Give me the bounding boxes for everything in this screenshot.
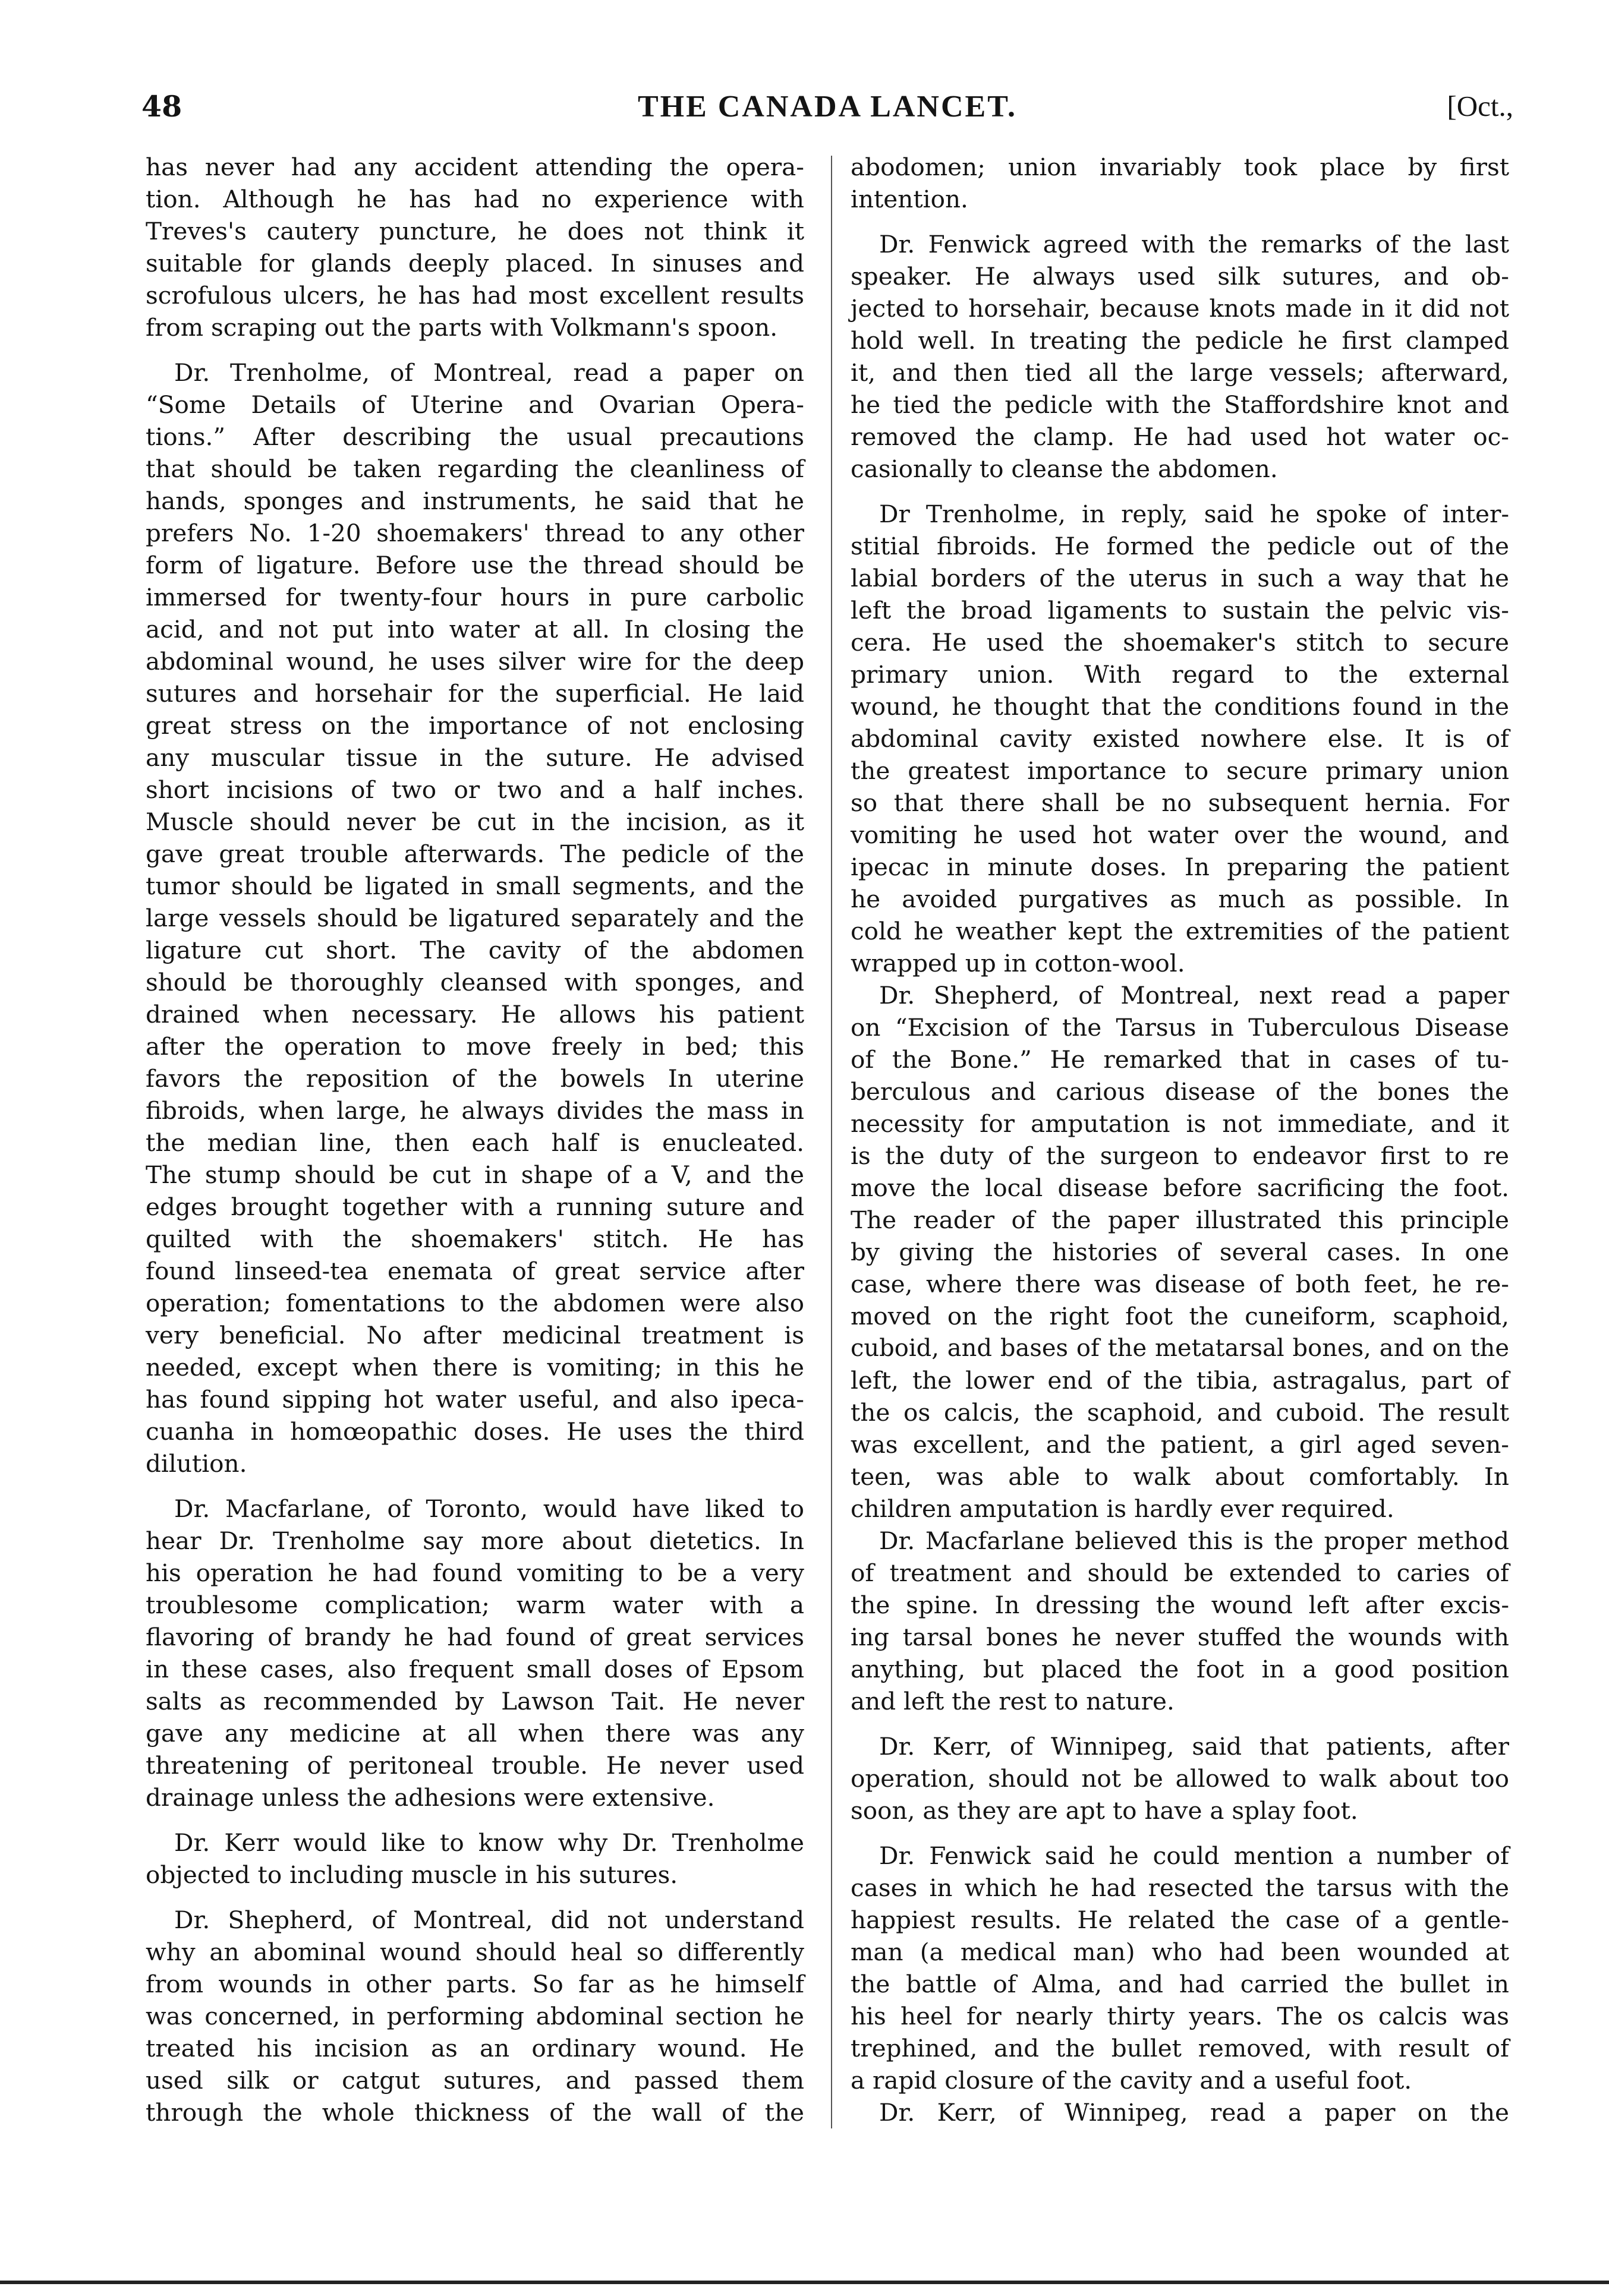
text-line: he tied the pedicle with the Staffordshire knot and	[851, 390, 1509, 419]
text-line: is the duty of the surgeon to endeavor first to re	[851, 1141, 1509, 1170]
text-line: Dr Trenholme, in reply, said he spoke of inter-	[879, 500, 1509, 528]
text-line: threatening of peritoneal trouble. He never used	[146, 1751, 804, 1780]
text-line: flavoring of brandy he had found of great services	[146, 1623, 804, 1651]
text-line: his operation he had found vomiting to be a very	[146, 1559, 804, 1587]
text-line: tions.” After describing the usual precautions	[146, 422, 804, 451]
text-line: moved on the right foot the cuneiform, scaphoid,	[851, 1302, 1509, 1330]
text-line: and left the rest to nature.	[851, 1687, 1175, 1715]
text-line: great stress on the importance of not enclosing	[146, 711, 804, 740]
text-line: hold well. In treating the pedicle he first clamped	[851, 326, 1509, 355]
text-line: cuboid, and bases of the metatarsal bones, and on the	[851, 1335, 1509, 1362]
text-line: children amputation is hardly ever required.	[851, 1494, 1394, 1523]
text-line: from scraping out the parts with Volkmann's spoon.	[146, 313, 778, 342]
text-line: wrapped up in cotton-wool.	[851, 949, 1185, 977]
text-line: ligature cut short. The cavity of the abdomen	[146, 936, 804, 964]
text-line: soon, as they are apt to have a splay foot.	[851, 1796, 1358, 1825]
text-line: quilted with the shoemakers' stitch. He has	[146, 1225, 804, 1253]
text-line: was excellent, and the patient, a girl aged seven-	[851, 1430, 1509, 1459]
text-line: the os calcis, the scaphoid, and cuboid. The result	[851, 1398, 1509, 1427]
text-line: teen, was able to walk about comfortably. In	[851, 1462, 1509, 1491]
text-line: form of ligature. Before use the thread should be	[146, 551, 804, 579]
text-line: that should be taken regarding the cleanliness of	[146, 455, 804, 483]
text-line: drainage unless the adhesions were extensive.	[146, 1783, 715, 1812]
journal-title: THE CANADA LANCET.	[637, 90, 1018, 124]
text-line: prefers No. 1-20 shoemakers' thread to any other	[146, 519, 804, 547]
text-line: anything, but placed the foot in a good position	[851, 1655, 1509, 1683]
text-line: Dr. Fenwick agreed with the remarks of the last	[879, 230, 1509, 258]
paragraph-gap	[851, 485, 1509, 498]
text-line: wound, he thought that the conditions found in the	[851, 692, 1509, 721]
text-line: his heel for nearly thirty years. The os calcis was	[851, 2002, 1509, 2030]
text-line: acid, and not put into water at all. In closing the	[146, 615, 804, 644]
text-line: Muscle should never be cut in the incision, as it	[146, 808, 804, 836]
text-line: dilution.	[146, 1449, 247, 1478]
text-line: Dr. Shepherd, of Montreal, next read a paper	[879, 981, 1509, 1010]
text-line: scrofulous ulcers, he has had most excellent results	[146, 281, 804, 310]
text-line: used silk or catgut sutures, and passed them	[146, 2066, 804, 2095]
text-line: very beneficial. No after medicinal treatment is	[146, 1321, 804, 1349]
text-line: Dr. Macfarlane believed this is the proper method	[879, 1527, 1509, 1555]
text-line: the spine. In dressing the wound left after excis-	[851, 1591, 1509, 1619]
text-line: why an abominal wound should heal so differently	[146, 1938, 804, 1966]
text-line: after the operation to move freely in bed; this	[146, 1032, 804, 1061]
text-line: gave great trouble afterwards. The pedicle of the	[146, 840, 804, 868]
text-line: ipecac in minute doses. In preparing the patient	[851, 853, 1509, 881]
text-line: abdominal wound, he uses silver wire for the deep	[146, 647, 804, 676]
text-line: a rapid closure of the cavity and a useful foot.	[851, 2066, 1412, 2095]
text-line: troublesome complication; warm water with a	[146, 1591, 804, 1619]
text-line: so that there shall be no subsequent hernia. For	[851, 789, 1509, 817]
text-line: immersed for twenty-four hours in pure carbolic	[146, 583, 804, 611]
text-line: cera. He used the shoemaker's stitch to secure	[851, 628, 1509, 657]
text-line: Dr. Kerr, of Winnipeg, said that patients, after	[879, 1732, 1509, 1761]
text-line: Dr. Fenwick said he could mention a number of	[879, 1841, 1509, 1870]
text-line: berculous and carious disease of the bones the	[851, 1077, 1509, 1106]
paragraph-gap	[851, 1827, 1509, 1840]
text-line: of the Bone.” He remarked that in cases of tu-	[851, 1045, 1509, 1074]
text-line: primary union. With regard to the external	[851, 660, 1509, 689]
text-line: he avoided purgatives as much as possible. In	[851, 885, 1509, 913]
text-line: casionally to cleanse the abdomen.	[851, 455, 1278, 483]
text-line: the battle of Alma, and had carried the bullet in	[851, 1970, 1509, 1998]
text-line: the median line, then each half is enucleated.	[146, 1128, 804, 1157]
text-line: removed the clamp. He had used hot water oc-	[851, 422, 1509, 451]
text-line: salts as recommended by Lawson Tait. He never	[146, 1687, 804, 1715]
text-line: Dr. Macfarlane, of Toronto, would have liked to	[174, 1494, 804, 1523]
left-column	[146, 151, 804, 2128]
text-line: The stump should be cut in shape of a V, and the	[146, 1160, 804, 1189]
text-line: labial borders of the uterus in such a way that he	[851, 564, 1509, 592]
text-line: drained when necessary. He allows his patient	[146, 1000, 804, 1029]
text-line: left, the lower end of the tibia, astragalus, part of	[851, 1366, 1509, 1395]
text-line: it, and then tied all the large vessels; afterward,	[851, 358, 1509, 387]
running-header	[141, 89, 1513, 137]
text-line: cuanha in homœopathic doses. He uses the third	[146, 1417, 804, 1446]
text-line: speaker. He always used silk sutures, and ob-	[851, 262, 1509, 291]
text-line: abdominal cavity existed nowhere else. It is of	[851, 724, 1509, 753]
text-line: objected to including muscle in his sutures.	[146, 1860, 678, 1889]
text-line: needed, except when there is vomiting; in this he	[146, 1353, 804, 1382]
text-line: left the broad ligaments to sustain the pelvic vis-	[851, 596, 1509, 625]
text-line: of treatment and should be extended to caries of	[851, 1559, 1509, 1587]
text-line: has found sipping hot water useful, and also ipeca-	[146, 1385, 804, 1414]
text-line: cases in which he had resected the tarsus with the	[851, 1874, 1509, 1902]
text-line: ing tarsal bones he never stuffed the wounds with	[851, 1623, 1509, 1651]
text-line: Dr. Kerr would like to know why Dr. Trenholme	[174, 1828, 804, 1857]
text-line: Dr. Trenholme, of Montreal, read a paper on	[174, 358, 804, 387]
text-line: case, where there was disease of both feet, he re-	[851, 1270, 1509, 1298]
paragraph-gap	[146, 1891, 804, 1904]
text-line: tion. Although he has had no experience with	[146, 185, 804, 213]
text-line: “Some Details of Uterine and Ovarian Opera-	[146, 390, 804, 419]
paragraph-gap	[146, 1480, 804, 1493]
text-line: by giving the histories of several cases. In one	[851, 1238, 1509, 1266]
text-line: short incisions of two or two and a half inches.	[146, 775, 804, 804]
page-bottom-edge	[0, 2281, 1609, 2284]
text-line: any muscular tissue in the suture. He advised	[146, 743, 804, 772]
issue-date: [Oct.,	[1447, 90, 1513, 122]
text-line: abodomen; union invariably took place by first	[851, 153, 1509, 181]
text-line: stitial fibroids. He formed the pedicle out of the	[851, 532, 1509, 560]
text-line: from wounds in other parts. So far as he himself	[146, 1970, 804, 1998]
text-line: hear Dr. Trenholme say more about dietetics. In	[146, 1527, 804, 1555]
text-line: happiest results. He related the case of a gentle-	[851, 1906, 1509, 1934]
text-line: Dr. Shepherd, of Montreal, did not understand	[174, 1906, 804, 1934]
text-line: has never had any accident attending the opera-	[146, 153, 804, 181]
text-line: the greatest importance to secure primary union	[851, 756, 1509, 785]
text-line: fibroids, when large, he always divides the mass in	[146, 1096, 804, 1125]
paragraph-gap	[146, 343, 804, 357]
text-line: trephined, and the bullet removed, with result of	[851, 2034, 1509, 2062]
text-line: operation, should not be allowed to walk about too	[851, 1764, 1509, 1793]
text-line: suitable for glands deeply placed. In sinuses and	[146, 249, 804, 277]
text-line: man (a medical man) who had been wounded at	[851, 1938, 1509, 1966]
page-number: 48	[141, 89, 182, 124]
text-line: found linseed-tea enemata of great service after	[146, 1257, 804, 1285]
paragraph-gap	[851, 215, 1509, 228]
text-line: Dr. Kerr, of Winnipeg, read a paper on the	[879, 2098, 1509, 2127]
paragraph-gap	[146, 1814, 804, 1827]
text-line: in these cases, also frequent small doses of Epsom	[146, 1655, 804, 1683]
right-column	[851, 151, 1509, 2128]
text-line: cold he weather kept the extremities of the patient	[851, 917, 1509, 945]
text-line: should be thoroughly cleansed with sponges, and	[146, 968, 804, 996]
text-line: The reader of the paper illustrated this principle	[851, 1206, 1509, 1234]
column-divider	[831, 156, 832, 2128]
text-line: intention.	[851, 185, 968, 213]
text-line: through the whole thickness of the wall of the	[146, 2098, 804, 2127]
text-line: vomiting he used hot water over the wound, and	[851, 821, 1509, 849]
text-line: tumor should be ligated in small segments, and the	[146, 872, 804, 900]
text-line: Treves's cautery puncture, he does not think it	[146, 217, 804, 245]
text-line: gave any medicine at all when there was any	[146, 1719, 804, 1748]
text-line: large vessels should be ligatured separately and the	[146, 904, 804, 932]
text-line: edges brought together with a running suture and	[146, 1193, 804, 1221]
text-line: hands, sponges and instruments, he said that he	[146, 487, 804, 515]
text-line: on “Excision of the Tarsus in Tuberculous Disease	[851, 1013, 1509, 1042]
paragraph-gap	[851, 1717, 1509, 1730]
text-line: was concerned, in performing abdominal section he	[146, 2002, 804, 2030]
text-line: treated his incision as an ordinary wound. He	[146, 2034, 804, 2062]
text-line: operation; fomentations to the abdomen were also	[146, 1289, 804, 1317]
text-line: necessity for amputation is not immediate, and it	[851, 1109, 1509, 1138]
text-line: sutures and horsehair for the superficial. He laid	[146, 679, 804, 708]
text-line: move the local disease before sacrificing the foot.	[851, 1174, 1509, 1202]
text-line: favors the reposition of the bowels In uterine	[146, 1064, 804, 1093]
text-line: jected to horsehair, because knots made in it did not	[851, 294, 1509, 323]
